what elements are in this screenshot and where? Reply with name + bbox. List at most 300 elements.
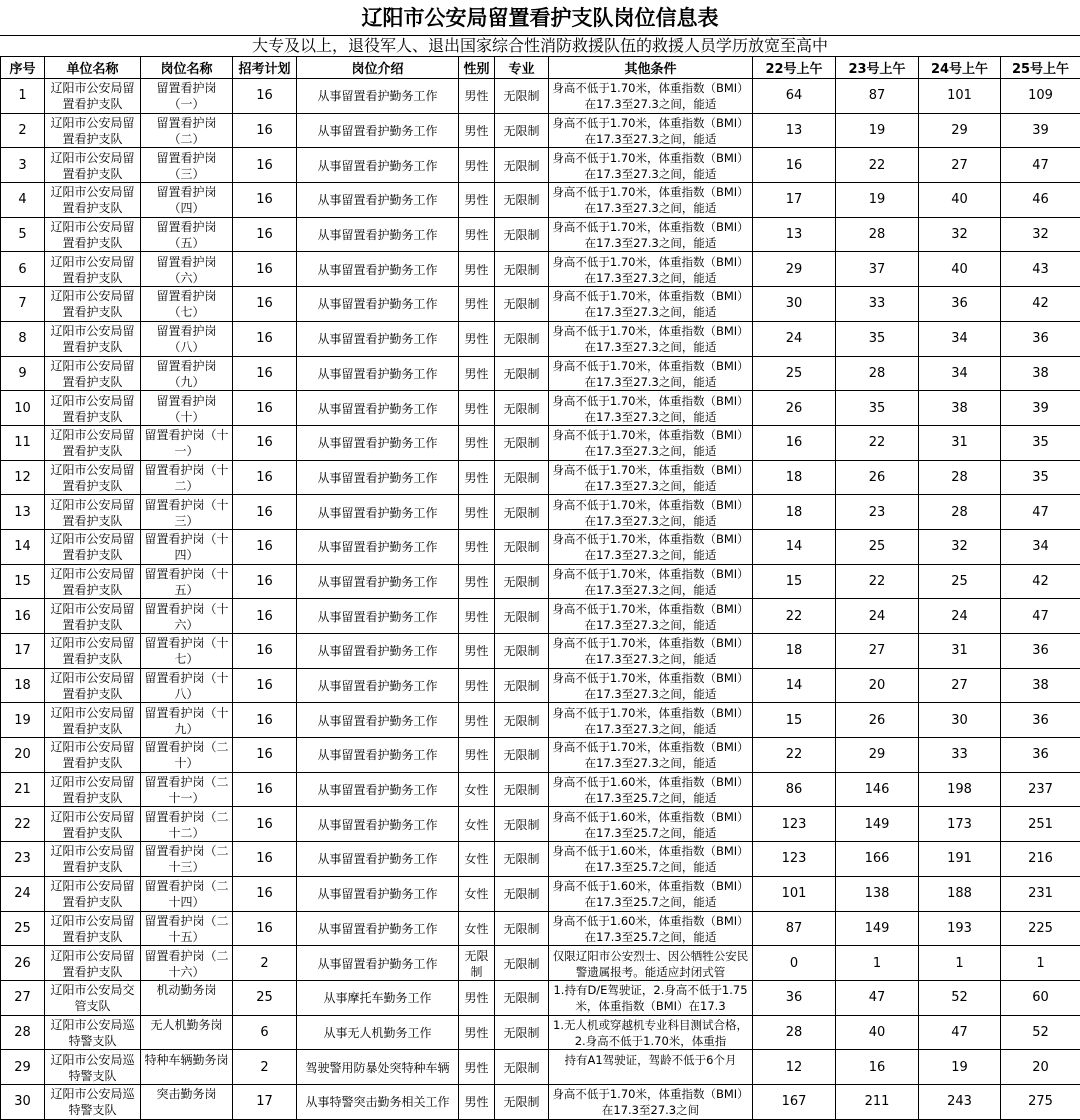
position-description: 从事留置看护勤务工作 [297,460,459,495]
table-row [1,460,1080,495]
position-name [141,321,233,356]
other-conditions-text: 身高不低于1.70米，体重指数（BMI）在17.3至27.3之间，能适 [551,427,750,459]
table-row [1,113,1080,148]
major: 无限制 [495,564,549,599]
other-conditions-text: 身高不低于1.70米，体重指数（BMI）在17.3至27.3之间，能适 [551,462,750,494]
table-row [1,807,1080,842]
position-description: 从事留置看护勤务工作 [297,668,459,703]
other-conditions-text: 身高不低于1.70米，体重指数（BMI）在17.3至27.3之间，能适 [551,184,750,216]
count-day23: 47 [836,980,919,1015]
count-day24: 32 [919,529,1001,564]
other-conditions [549,599,753,634]
count-day24: 101 [919,79,1001,114]
table-row [1,425,1080,460]
unit-name-text: 辽阳市公安局留置看护支队 [47,601,138,633]
row-index: 9 [1,356,45,391]
other-conditions-text: 仅限辽阳市公安烈士、因公牺牲公安民警遗属报考。能适应封闭式管 [551,948,750,980]
other-conditions-text: 持有A1驾驶证，驾龄不低于6个月 [551,1052,750,1068]
gender: 男性 [459,564,495,599]
count-day24: 47 [919,1015,1001,1050]
major: 无限制 [495,252,549,287]
count-day22: 18 [753,460,836,495]
position-name-text: 突击勤务岗 [143,1086,230,1102]
count-day25: 36 [1001,703,1080,738]
gender: 男性 [459,287,495,322]
count-day24: 31 [919,634,1001,669]
other-conditions [549,148,753,183]
position-description: 从事留置看护勤务工作 [297,495,459,530]
row-index: 18 [1,668,45,703]
count-day24: 173 [919,807,1001,842]
count-day23: 26 [836,703,919,738]
count-day25: 38 [1001,668,1080,703]
quota: 16 [233,321,297,356]
unit-name-text: 辽阳市公安局留置看护支队 [47,254,138,286]
gender: 女性 [459,876,495,911]
count-day23: 1 [836,946,919,981]
unit-name-text: 辽阳市公安局留置看护支队 [47,635,138,667]
gender: 男性 [459,1084,495,1119]
gender: 男性 [459,217,495,252]
unit-name [45,980,141,1015]
position-name-text: 留置看护岗（十一） [143,427,230,459]
count-day25: 237 [1001,772,1080,807]
gender: 男性 [459,460,495,495]
count-day25: 34 [1001,529,1080,564]
table-row [1,217,1080,252]
unit-name-text: 辽阳市公安局巡特警支队 [47,1017,138,1049]
position-name-text: 留置看护岗（三） [143,150,230,182]
row-index: 4 [1,183,45,218]
quota: 2 [233,1050,297,1085]
major: 无限制 [495,217,549,252]
count-day23: 25 [836,529,919,564]
count-day25: 38 [1001,356,1080,391]
gender: 男性 [459,183,495,218]
major: 无限制 [495,842,549,877]
count-day23: 149 [836,911,919,946]
quota: 16 [233,391,297,426]
table-row [1,772,1080,807]
count-day22: 25 [753,356,836,391]
position-description: 从事留置看护勤务工作 [297,564,459,599]
count-day23: 19 [836,113,919,148]
unit-name-text: 辽阳市公安局留置看护支队 [47,809,138,841]
unit-name-text: 辽阳市公安局留置看护支队 [47,497,138,529]
count-day22: 28 [753,1015,836,1050]
count-day23: 35 [836,391,919,426]
unit-name [45,113,141,148]
count-day25: 42 [1001,564,1080,599]
row-index: 20 [1,738,45,773]
count-day23: 33 [836,287,919,322]
unit-name [45,911,141,946]
other-conditions-text: 身高不低于1.70米，体重指数（BMI）在17.3至27.3之间，能适 [551,288,750,320]
major: 无限制 [495,599,549,634]
major: 无限制 [495,391,549,426]
table-row [1,946,1080,981]
unit-name-text: 辽阳市公安局留置看护支队 [47,705,138,737]
gender: 男性 [459,321,495,356]
quota: 16 [233,703,297,738]
count-day23: 28 [836,356,919,391]
position-name-text: 留置看护岗（十九） [143,705,230,737]
unit-name [45,634,141,669]
count-day22: 26 [753,391,836,426]
quota: 16 [233,183,297,218]
position-name [141,113,233,148]
count-day24: 30 [919,703,1001,738]
count-day24: 31 [919,425,1001,460]
count-day24: 188 [919,876,1001,911]
unit-name [45,1050,141,1085]
table-row [1,599,1080,634]
position-name [141,356,233,391]
count-day24: 34 [919,321,1001,356]
quota: 16 [233,425,297,460]
unit-name-text: 辽阳市公安局留置看护支队 [47,80,138,112]
count-day25: 39 [1001,113,1080,148]
unit-name-text: 辽阳市公安局留置看护支队 [47,670,138,702]
count-day24: 198 [919,772,1001,807]
count-day24: 25 [919,564,1001,599]
position-description: 从事留置看护勤务工作 [297,183,459,218]
count-day24: 27 [919,148,1001,183]
count-day23: 211 [836,1084,919,1119]
count-day25: 47 [1001,599,1080,634]
row-index: 8 [1,321,45,356]
count-day22: 24 [753,321,836,356]
position-name-text: 留置看护岗（四） [143,184,230,216]
count-day23: 87 [836,79,919,114]
unit-name [45,807,141,842]
gender: 男性 [459,980,495,1015]
major: 无限制 [495,529,549,564]
quota: 16 [233,113,297,148]
count-day25: 43 [1001,252,1080,287]
row-index: 7 [1,287,45,322]
table-row [1,529,1080,564]
other-conditions-text: 身高不低于1.60米，体重指数（BMI）在17.3至25.7之间，能适 [551,913,750,945]
gender: 男性 [459,79,495,114]
position-name-text: 留置看护岗（十五） [143,566,230,598]
other-conditions [549,217,753,252]
quota: 16 [233,287,297,322]
other-conditions [549,425,753,460]
row-index: 12 [1,460,45,495]
position-name-text: 留置看护岗（五） [143,219,230,251]
unit-name [45,391,141,426]
quota: 25 [233,980,297,1015]
count-day22: 87 [753,911,836,946]
quota: 16 [233,495,297,530]
position-name-text: 留置看护岗（十） [143,393,230,425]
count-day23: 27 [836,634,919,669]
table-row [1,183,1080,218]
row-index: 1 [1,79,45,114]
position-name [141,668,233,703]
count-day24: 27 [919,668,1001,703]
count-day24: 193 [919,911,1001,946]
other-conditions [549,183,753,218]
quota: 6 [233,1015,297,1050]
position-name-text: 留置看护岗（八） [143,323,230,355]
other-conditions [549,356,753,391]
row-index: 28 [1,1015,45,1050]
header-unit: 单位名称 [45,57,141,79]
unit-name [45,217,141,252]
position-name [141,946,233,981]
header-day22: 22号上午 [753,57,836,79]
count-day22: 101 [753,876,836,911]
gender: 男性 [459,252,495,287]
gender: 女性 [459,807,495,842]
other-conditions [549,876,753,911]
gender: 男性 [459,738,495,773]
position-description: 驾驶警用防暴处突特种车辆 [297,1050,459,1085]
count-day23: 22 [836,564,919,599]
table-header-row [1,57,1080,79]
count-day25: 36 [1001,738,1080,773]
position-name [141,252,233,287]
major: 无限制 [495,183,549,218]
count-day22: 123 [753,842,836,877]
count-day23: 24 [836,599,919,634]
other-conditions-text: 身高不低于1.70米，体重指数（BMI）在17.3至27.3之间，能适 [551,497,750,529]
count-day25: 36 [1001,321,1080,356]
position-description: 从事留置看护勤务工作 [297,911,459,946]
quota: 16 [233,356,297,391]
count-day23: 28 [836,217,919,252]
position-description: 从事特警突击勤务相关工作 [297,1084,459,1119]
position-description: 从事留置看护勤务工作 [297,703,459,738]
row-index: 5 [1,217,45,252]
unit-name-text: 辽阳市公安局留置看护支队 [47,219,138,251]
position-name-text: 留置看护岗（二十） [143,739,230,771]
unit-name-text: 辽阳市公安局交管支队 [47,982,138,1014]
position-description: 从事留置看护勤务工作 [297,79,459,114]
table-row [1,703,1080,738]
table-row [1,911,1080,946]
count-day23: 26 [836,460,919,495]
position-name [141,634,233,669]
header-gender: 性别 [459,57,495,79]
other-conditions-text: 身高不低于1.70米，体重指数（BMI）在17.3至27.3之间，能适 [551,739,750,771]
position-name [141,460,233,495]
quota: 16 [233,911,297,946]
count-day25: 109 [1001,79,1080,114]
unit-name [45,495,141,530]
gender: 男性 [459,356,495,391]
position-name-text: 留置看护岗（二十三） [143,843,230,875]
position-name-text: 留置看护岗（十八） [143,670,230,702]
quota: 16 [233,738,297,773]
count-day22: 13 [753,113,836,148]
position-name [141,425,233,460]
major: 无限制 [495,911,549,946]
unit-name [45,772,141,807]
page-title: 辽阳市公安局留置看护支队岗位信息表 [0,0,1080,36]
other-conditions-text: 身高不低于1.60米，体重指数（BMI）在17.3至25.7之间，能适 [551,843,750,875]
major: 无限制 [495,980,549,1015]
other-conditions [549,946,753,981]
unit-name-text: 辽阳市公安局留置看护支队 [47,150,138,182]
position-description: 从事留置看护勤务工作 [297,113,459,148]
other-conditions [549,529,753,564]
row-index: 15 [1,564,45,599]
other-conditions [549,634,753,669]
position-description: 从事留置看护勤务工作 [297,287,459,322]
count-day24: 33 [919,738,1001,773]
gender: 男性 [459,113,495,148]
count-day22: 13 [753,217,836,252]
position-description: 从事留置看护勤务工作 [297,391,459,426]
unit-name-text: 辽阳市公安局留置看护支队 [47,531,138,563]
other-conditions-text: 身高不低于1.70米，体重指数（BMI）在17.3至27.3之间，能适 [551,150,750,182]
other-conditions-text: 身高不低于1.70米，体重指数（BMI）在17.3至27.3之间，能适 [551,219,750,251]
other-conditions [549,321,753,356]
other-conditions-text: 身高不低于1.70米，体重指数（BMI）在17.3至27.3之间，能适 [551,670,750,702]
position-name-text: 留置看护岗（二十五） [143,913,230,945]
count-day24: 243 [919,1084,1001,1119]
table-row [1,668,1080,703]
position-description: 从事留置看护勤务工作 [297,252,459,287]
quota: 16 [233,634,297,669]
count-day25: 251 [1001,807,1080,842]
quota: 16 [233,217,297,252]
unit-name-text: 辽阳市公安局留置看护支队 [47,184,138,216]
position-name-text: 留置看护岗（一） [143,80,230,112]
unit-name [45,148,141,183]
major: 无限制 [495,876,549,911]
unit-name [45,529,141,564]
position-name [141,391,233,426]
unit-name-text: 辽阳市公安局留置看护支队 [47,288,138,320]
position-name [141,79,233,114]
unit-name [45,356,141,391]
unit-name [45,460,141,495]
position-name-text: 留置看护岗（十七） [143,635,230,667]
gender [459,946,495,981]
header-day25: 25号上午 [1001,57,1080,79]
quota: 16 [233,842,297,877]
unit-name-text: 辽阳市公安局留置看护支队 [47,913,138,945]
position-description: 从事留置看护勤务工作 [297,738,459,773]
row-index: 27 [1,980,45,1015]
position-description: 从事留置看护勤务工作 [297,148,459,183]
unit-name-text: 辽阳市公安局巡特警支队 [47,1086,138,1118]
major: 无限制 [495,1015,549,1050]
count-day23: 149 [836,807,919,842]
position-description: 从事留置看护勤务工作 [297,356,459,391]
count-day22: 16 [753,148,836,183]
gender: 男性 [459,425,495,460]
major: 无限制 [495,425,549,460]
count-day23: 19 [836,183,919,218]
major: 无限制 [495,634,549,669]
gender: 男性 [459,599,495,634]
position-description: 从事留置看护勤务工作 [297,217,459,252]
other-conditions-text: 身高不低于1.70米，体重指数（BMI）在17.3至27.3之间，能适 [551,635,750,667]
major: 无限制 [495,460,549,495]
table-body [1,79,1080,1120]
major: 无限制 [495,772,549,807]
table-row [1,79,1080,114]
header-day24: 24号上午 [919,57,1001,79]
count-day22: 22 [753,599,836,634]
other-conditions-text: 1.无人机或穿越机专业科目测试合格，2.身高不低于1.70米，体重指 [551,1017,750,1049]
unit-name [45,668,141,703]
unit-name-text: 辽阳市公安局留置看护支队 [47,358,138,390]
position-description: 从事无人机勤务工作 [297,1015,459,1050]
unit-name-text: 辽阳市公安局留置看护支队 [47,393,138,425]
other-conditions-text: 身高不低于1.70米，体重指数（BMI）在17.3至27.3之间，能适 [551,254,750,286]
count-day22: 86 [753,772,836,807]
row-index: 3 [1,148,45,183]
quota: 16 [233,252,297,287]
count-day25: 1 [1001,946,1080,981]
unit-name-text: 辽阳市公安局留置看护支队 [47,739,138,771]
row-index: 30 [1,1084,45,1119]
quota: 16 [233,564,297,599]
row-index: 29 [1,1050,45,1085]
major: 无限制 [495,79,549,114]
count-day25: 36 [1001,634,1080,669]
table-row [1,1050,1080,1085]
count-day22: 16 [753,425,836,460]
table-row [1,1015,1080,1050]
other-conditions [549,807,753,842]
unit-name-text: 辽阳市公安局留置看护支队 [47,115,138,147]
count-day25: 39 [1001,391,1080,426]
row-index: 13 [1,495,45,530]
header-index: 序号 [1,57,45,79]
count-day22: 17 [753,183,836,218]
table-row [1,876,1080,911]
position-name-text: 留置看护岗（十四） [143,531,230,563]
quota: 2 [233,946,297,981]
position-name-text: 留置看护岗（二） [143,115,230,147]
quota: 16 [233,599,297,634]
unit-name-text: 辽阳市公安局留置看护支队 [47,462,138,494]
unit-name [45,876,141,911]
unit-name [45,79,141,114]
position-description: 从事留置看护勤务工作 [297,425,459,460]
header-major: 专业 [495,57,549,79]
quota: 17 [233,1084,297,1119]
position-name [141,599,233,634]
count-day23: 40 [836,1015,919,1050]
position-name [141,148,233,183]
unit-name-text: 辽阳市公安局留置看护支队 [47,427,138,459]
unit-name [45,321,141,356]
gender: 男性 [459,668,495,703]
quota: 16 [233,772,297,807]
count-day24: 38 [919,391,1001,426]
gender: 男性 [459,703,495,738]
count-day22: 12 [753,1050,836,1085]
row-index: 26 [1,946,45,981]
unit-name [45,703,141,738]
other-conditions [549,1050,753,1085]
count-day25: 275 [1001,1084,1080,1119]
count-day22: 15 [753,564,836,599]
major: 无限制 [495,703,549,738]
position-name [141,183,233,218]
count-day22: 64 [753,79,836,114]
count-day24: 19 [919,1050,1001,1085]
position-description: 从事摩托车勤务工作 [297,980,459,1015]
